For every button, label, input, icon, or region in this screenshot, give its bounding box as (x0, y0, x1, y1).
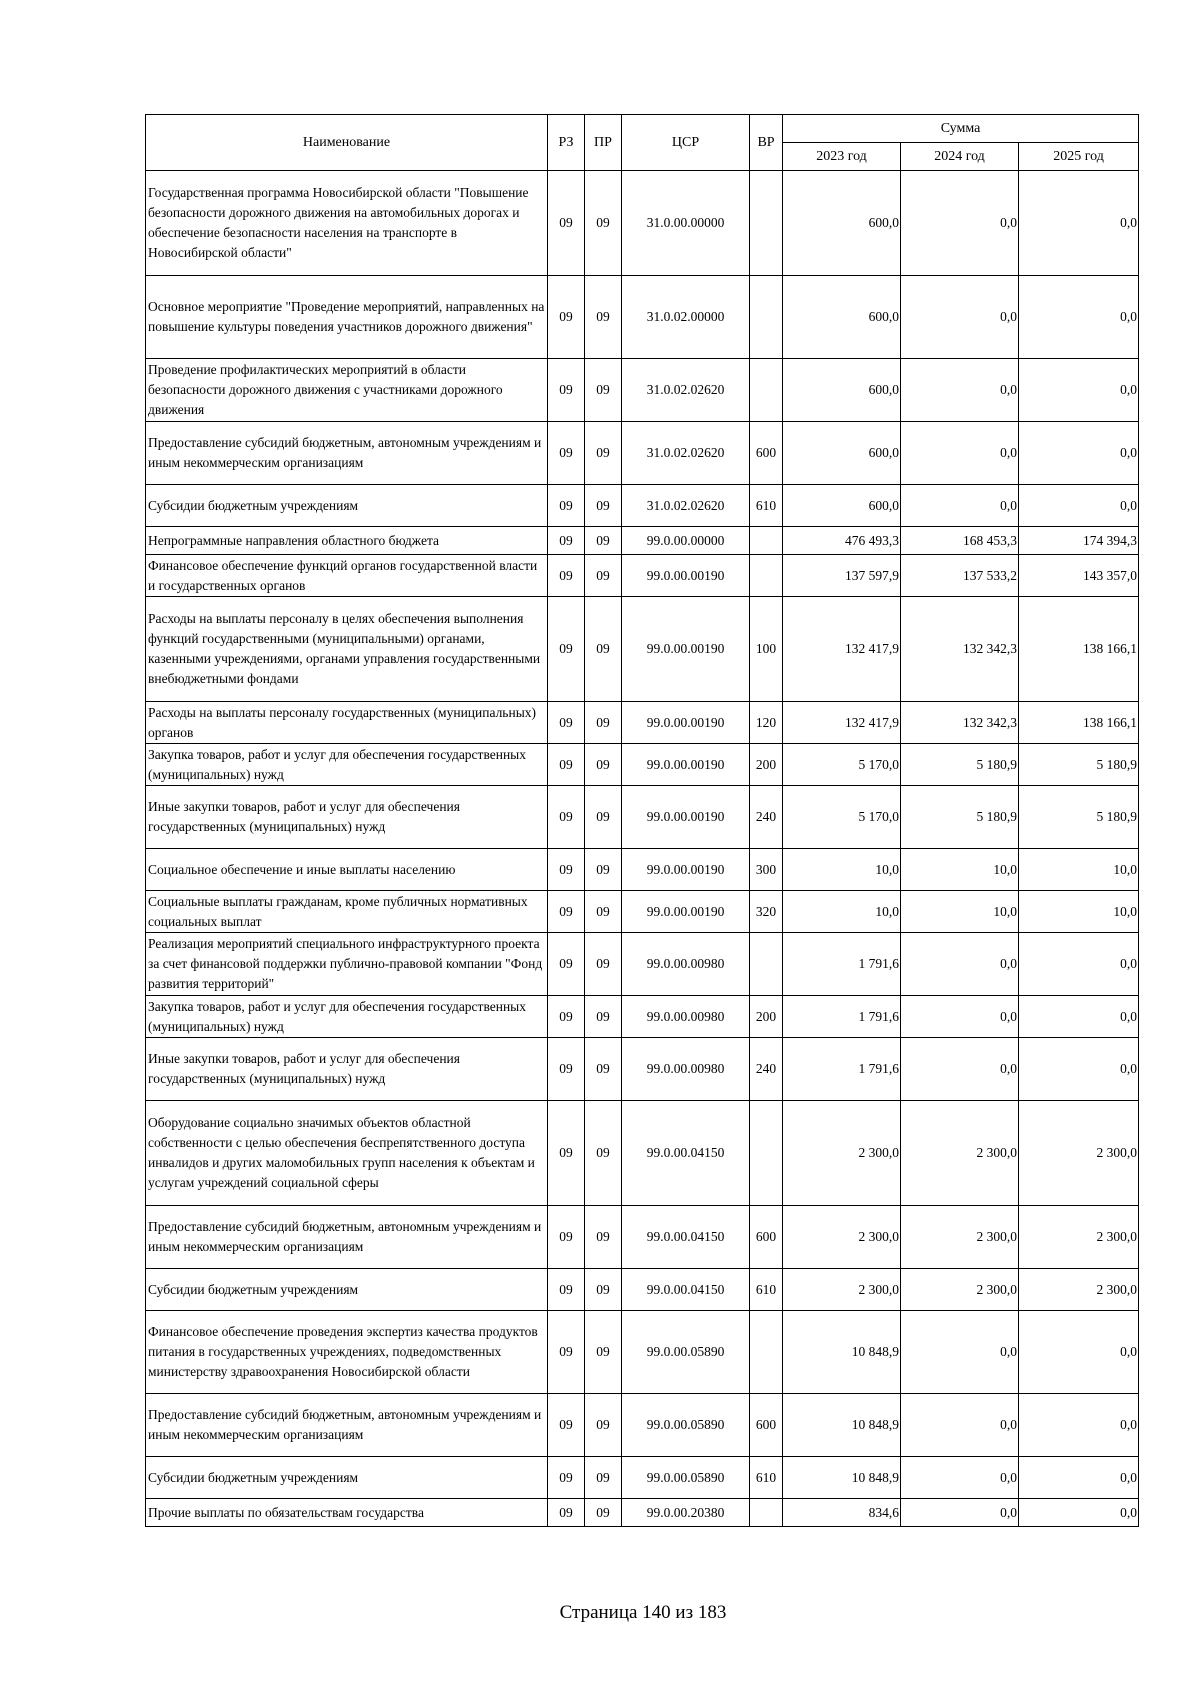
row-vr-cell (750, 1499, 783, 1527)
row-2023-cell: 600,0 (783, 359, 901, 422)
table-row (146, 891, 1139, 933)
row-rz-cell: 09 (548, 422, 585, 485)
row-2023-cell: 137 597,9 (783, 555, 901, 597)
row-rz-cell: 09 (548, 702, 585, 744)
row-rz-cell: 09 (548, 1499, 585, 1527)
row-2023-cell: 10,0 (783, 849, 901, 891)
row-2025-cell: 174 394,3 (1019, 527, 1139, 555)
row-name-cell: Предоставление субсидий бюджетным, автономным учреждениям и иным некоммерческим организациям (146, 1394, 548, 1457)
row-pr-cell: 09 (585, 1394, 622, 1457)
row-name-cell: Прочие выплаты по обязательствам государства (146, 1499, 548, 1527)
row-name-cell: Непрограммные направления областного бюджета (146, 527, 548, 555)
row-2025-cell: 10,0 (1019, 891, 1139, 933)
table-row (146, 597, 1139, 702)
row-name-cell: Основное мероприятие "Проведение мероприятий, направленных на повышение культуры поведения участников дорожного движения" (146, 276, 548, 359)
row-csr-cell: 99.0.00.00190 (622, 849, 750, 891)
table-row (146, 1206, 1139, 1269)
row-2024-cell: 10,0 (901, 891, 1019, 933)
row-rz-cell: 09 (548, 555, 585, 597)
row-pr-cell: 09 (585, 597, 622, 702)
table-row (146, 849, 1139, 891)
row-2025-cell: 2 300,0 (1019, 1269, 1139, 1311)
row-name-cell: Закупка товаров, работ и услуг для обеспечения государственных (муниципальных) нужд (146, 996, 548, 1038)
row-rz-cell: 09 (548, 359, 585, 422)
table-body (146, 171, 1139, 1527)
row-vr-cell: 600 (750, 422, 783, 485)
row-2024-cell: 0,0 (901, 996, 1019, 1038)
row-2024-cell: 0,0 (901, 359, 1019, 422)
row-rz-cell: 09 (548, 527, 585, 555)
row-pr-cell: 09 (585, 422, 622, 485)
row-2025-cell: 5 180,9 (1019, 786, 1139, 849)
row-2024-cell: 0,0 (901, 933, 1019, 996)
row-csr-cell: 99.0.00.04150 (622, 1101, 750, 1206)
row-csr-cell: 31.0.02.02620 (622, 485, 750, 527)
row-2025-cell: 0,0 (1019, 422, 1139, 485)
row-2025-cell: 138 166,1 (1019, 702, 1139, 744)
row-pr-cell: 09 (585, 1499, 622, 1527)
row-name-cell: Финансовое обеспечение функций органов государственной власти и государственных органов (146, 555, 548, 597)
row-vr-cell: 300 (750, 849, 783, 891)
row-csr-cell: 99.0.00.00000 (622, 527, 750, 555)
row-rz-cell: 09 (548, 1394, 585, 1457)
table-row (146, 1499, 1139, 1527)
row-2023-cell: 600,0 (783, 276, 901, 359)
row-2023-cell: 10,0 (783, 891, 901, 933)
row-rz-cell: 09 (548, 891, 585, 933)
row-name-cell: Реализация мероприятий специального инфраструктурного проекта за счет финансовой поддержки публично-правовой компании "Фонд развития территорий" (146, 933, 548, 996)
row-2025-cell: 0,0 (1019, 1311, 1139, 1394)
row-pr-cell: 09 (585, 527, 622, 555)
table-row (146, 1038, 1139, 1101)
row-2025-cell: 2 300,0 (1019, 1206, 1139, 1269)
row-rz-cell: 09 (548, 1206, 585, 1269)
row-2023-cell: 132 417,9 (783, 702, 901, 744)
table-row (146, 422, 1139, 485)
table-row (146, 1394, 1139, 1457)
row-vr-cell: 610 (750, 1457, 783, 1499)
row-2024-cell: 132 342,3 (901, 597, 1019, 702)
row-vr-cell (750, 1101, 783, 1206)
table-row (146, 702, 1139, 744)
row-vr-cell: 240 (750, 786, 783, 849)
row-2024-cell: 10,0 (901, 849, 1019, 891)
row-rz-cell: 09 (548, 996, 585, 1038)
row-rz-cell: 09 (548, 1269, 585, 1311)
table-row (146, 1101, 1139, 1206)
row-csr-cell: 99.0.00.00980 (622, 996, 750, 1038)
row-name-cell: Закупка товаров, работ и услуг для обеспечения государственных (муниципальных) нужд (146, 744, 548, 786)
row-rz-cell: 09 (548, 1311, 585, 1394)
row-csr-cell: 31.0.00.00000 (622, 171, 750, 276)
row-csr-cell: 99.0.00.05890 (622, 1457, 750, 1499)
table-row (146, 171, 1139, 276)
row-2025-cell: 2 300,0 (1019, 1101, 1139, 1206)
row-pr-cell: 09 (585, 996, 622, 1038)
row-rz-cell: 09 (548, 744, 585, 786)
row-2023-cell: 600,0 (783, 171, 901, 276)
row-pr-cell: 09 (585, 702, 622, 744)
row-2024-cell: 132 342,3 (901, 702, 1019, 744)
row-2025-cell: 0,0 (1019, 1457, 1139, 1499)
row-2025-cell: 138 166,1 (1019, 597, 1139, 702)
row-2024-cell: 5 180,9 (901, 744, 1019, 786)
row-rz-cell: 09 (548, 276, 585, 359)
header-rz: РЗ (548, 115, 585, 171)
row-2025-cell: 0,0 (1019, 933, 1139, 996)
row-2024-cell: 168 453,3 (901, 527, 1019, 555)
row-csr-cell: 99.0.00.04150 (622, 1206, 750, 1269)
row-rz-cell: 09 (548, 849, 585, 891)
row-csr-cell: 99.0.00.00980 (622, 1038, 750, 1101)
row-csr-cell: 31.0.02.00000 (622, 276, 750, 359)
row-name-cell: Социальные выплаты гражданам, кроме публичных нормативных социальных выплат (146, 891, 548, 933)
table-row (146, 933, 1139, 996)
row-vr-cell (750, 555, 783, 597)
header-name: Наименование (146, 115, 548, 171)
row-rz-cell: 09 (548, 1038, 585, 1101)
row-vr-cell: 610 (750, 485, 783, 527)
header-csr: ЦСР (622, 115, 750, 171)
row-2025-cell: 143 357,0 (1019, 555, 1139, 597)
table-row (146, 1311, 1139, 1394)
row-pr-cell: 09 (585, 1206, 622, 1269)
row-pr-cell: 09 (585, 1269, 622, 1311)
row-pr-cell: 09 (585, 555, 622, 597)
table-row (146, 1269, 1139, 1311)
row-vr-cell: 600 (750, 1206, 783, 1269)
row-name-cell: Иные закупки товаров, работ и услуг для обеспечения государственных (муниципальных) нужд (146, 1038, 548, 1101)
row-2024-cell: 0,0 (901, 276, 1019, 359)
row-2024-cell: 0,0 (901, 1457, 1019, 1499)
row-2023-cell: 132 417,9 (783, 597, 901, 702)
header-sum: Сумма (783, 115, 1139, 143)
row-vr-cell: 200 (750, 996, 783, 1038)
row-pr-cell: 09 (585, 891, 622, 933)
row-2025-cell: 0,0 (1019, 171, 1139, 276)
row-2025-cell: 0,0 (1019, 1394, 1139, 1457)
row-pr-cell: 09 (585, 1311, 622, 1394)
row-name-cell: Финансовое обеспечение проведения экспертиз качества продуктов питания в государственных учреждениях, подведомственных министерству здравоохранения Новосибирской области (146, 1311, 548, 1394)
row-2025-cell: 0,0 (1019, 996, 1139, 1038)
row-2024-cell: 137 533,2 (901, 555, 1019, 597)
row-2025-cell: 0,0 (1019, 276, 1139, 359)
row-pr-cell: 09 (585, 1457, 622, 1499)
row-name-cell: Субсидии бюджетным учреждениям (146, 485, 548, 527)
row-2023-cell: 600,0 (783, 422, 901, 485)
table-row (146, 527, 1139, 555)
row-rz-cell: 09 (548, 1101, 585, 1206)
row-csr-cell: 99.0.00.00980 (622, 933, 750, 996)
row-2023-cell: 600,0 (783, 485, 901, 527)
table-row (146, 1457, 1139, 1499)
row-2023-cell: 5 170,0 (783, 786, 901, 849)
table-row (146, 786, 1139, 849)
row-csr-cell: 99.0.00.00190 (622, 786, 750, 849)
row-rz-cell: 09 (548, 786, 585, 849)
row-2023-cell: 2 300,0 (783, 1269, 901, 1311)
row-2023-cell: 10 848,9 (783, 1394, 901, 1457)
row-2024-cell: 0,0 (901, 1038, 1019, 1101)
row-2025-cell: 0,0 (1019, 359, 1139, 422)
row-name-cell: Предоставление субсидий бюджетным, автономным учреждениям и иным некоммерческим организациям (146, 1206, 548, 1269)
row-2025-cell: 0,0 (1019, 1038, 1139, 1101)
row-vr-cell (750, 276, 783, 359)
row-pr-cell: 09 (585, 276, 622, 359)
table-row (146, 276, 1139, 359)
row-name-cell: Расходы на выплаты персоналу государственных (муниципальных) органов (146, 702, 548, 744)
row-2023-cell: 1 791,6 (783, 996, 901, 1038)
row-2024-cell: 0,0 (901, 1499, 1019, 1527)
row-name-cell: Субсидии бюджетным учреждениям (146, 1457, 548, 1499)
row-2024-cell: 0,0 (901, 1311, 1019, 1394)
row-2025-cell: 10,0 (1019, 849, 1139, 891)
table-row (146, 744, 1139, 786)
row-2025-cell: 0,0 (1019, 1499, 1139, 1527)
row-vr-cell (750, 359, 783, 422)
row-csr-cell: 99.0.00.00190 (622, 891, 750, 933)
row-name-cell: Государственная программа Новосибирской области "Повышение безопасности дорожного движения на автомобильных дорогах и обеспечение безопасности населения на транспорте в Новосибирской области" (146, 171, 548, 276)
page-number: Страница 140 из 183 (559, 1602, 727, 1623)
row-2024-cell: 2 300,0 (901, 1269, 1019, 1311)
row-csr-cell: 31.0.02.02620 (622, 422, 750, 485)
row-name-cell: Предоставление субсидий бюджетным, автономным учреждениям и иным некоммерческим организациям (146, 422, 548, 485)
row-vr-cell: 610 (750, 1269, 783, 1311)
row-name-cell: Оборудование социально значимых объектов областной собственности с целью обеспечения беспрепятственного доступа инвалидов и других маломобильных групп населения к объектам и услугам учреждений социальной сферы (146, 1101, 548, 1206)
row-pr-cell: 09 (585, 485, 622, 527)
row-pr-cell: 09 (585, 1101, 622, 1206)
row-vr-cell (750, 527, 783, 555)
row-2024-cell: 0,0 (901, 485, 1019, 527)
row-vr-cell: 200 (750, 744, 783, 786)
row-pr-cell: 09 (585, 171, 622, 276)
table-row (146, 996, 1139, 1038)
row-csr-cell: 31.0.02.02620 (622, 359, 750, 422)
table-row (146, 485, 1139, 527)
row-csr-cell: 99.0.00.04150 (622, 1269, 750, 1311)
row-2023-cell: 1 791,6 (783, 1038, 901, 1101)
row-2024-cell: 2 300,0 (901, 1206, 1019, 1269)
row-2023-cell: 476 493,3 (783, 527, 901, 555)
row-vr-cell (750, 171, 783, 276)
row-rz-cell: 09 (548, 1457, 585, 1499)
header-year-2025: 2025 год (1019, 143, 1139, 171)
row-vr-cell: 600 (750, 1394, 783, 1457)
row-2024-cell: 0,0 (901, 1394, 1019, 1457)
row-csr-cell: 99.0.00.00190 (622, 597, 750, 702)
row-pr-cell: 09 (585, 933, 622, 996)
row-pr-cell: 09 (585, 1038, 622, 1101)
row-csr-cell: 99.0.00.00190 (622, 744, 750, 786)
table-row (146, 359, 1139, 422)
header-year-2023: 2023 год (783, 143, 901, 171)
row-2025-cell: 0,0 (1019, 485, 1139, 527)
row-name-cell: Иные закупки товаров, работ и услуг для обеспечения государственных (муниципальных) нужд (146, 786, 548, 849)
row-rz-cell: 09 (548, 171, 585, 276)
row-2024-cell: 0,0 (901, 171, 1019, 276)
row-csr-cell: 99.0.00.20380 (622, 1499, 750, 1527)
row-pr-cell: 09 (585, 359, 622, 422)
row-csr-cell: 99.0.00.05890 (622, 1394, 750, 1457)
row-2023-cell: 2 300,0 (783, 1206, 901, 1269)
row-name-cell: Социальное обеспечение и иные выплаты населению (146, 849, 548, 891)
row-2023-cell: 834,6 (783, 1499, 901, 1527)
row-vr-cell: 100 (750, 597, 783, 702)
row-csr-cell: 99.0.00.00190 (622, 555, 750, 597)
row-2024-cell: 0,0 (901, 422, 1019, 485)
row-2024-cell: 5 180,9 (901, 786, 1019, 849)
row-rz-cell: 09 (548, 485, 585, 527)
row-vr-cell: 320 (750, 891, 783, 933)
row-pr-cell: 09 (585, 786, 622, 849)
row-rz-cell: 09 (548, 933, 585, 996)
header-vr: ВР (750, 115, 783, 171)
row-pr-cell: 09 (585, 849, 622, 891)
row-2023-cell: 10 848,9 (783, 1457, 901, 1499)
table-row (146, 555, 1139, 597)
row-vr-cell: 240 (750, 1038, 783, 1101)
row-name-cell: Расходы на выплаты персоналу в целях обеспечения выполнения функций государственными (муниципальными) органами, казенными учреждениями, органами управления государственными внебюджетными фондами (146, 597, 548, 702)
row-vr-cell (750, 1311, 783, 1394)
row-rz-cell: 09 (548, 597, 585, 702)
row-vr-cell: 120 (750, 702, 783, 744)
row-name-cell: Проведение профилактических мероприятий в области безопасности дорожного движения с участниками дорожного движения (146, 359, 548, 422)
row-2023-cell: 1 791,6 (783, 933, 901, 996)
row-2025-cell: 5 180,9 (1019, 744, 1139, 786)
budget-table (145, 114, 1139, 1527)
header-pr: ПР (585, 115, 622, 171)
row-2023-cell: 10 848,9 (783, 1311, 901, 1394)
row-2024-cell: 2 300,0 (901, 1101, 1019, 1206)
row-vr-cell (750, 933, 783, 996)
header-year-2024: 2024 год (901, 143, 1019, 171)
row-pr-cell: 09 (585, 744, 622, 786)
row-2023-cell: 5 170,0 (783, 744, 901, 786)
row-csr-cell: 99.0.00.05890 (622, 1311, 750, 1394)
row-csr-cell: 99.0.00.00190 (622, 702, 750, 744)
row-2023-cell: 2 300,0 (783, 1101, 901, 1206)
row-name-cell: Субсидии бюджетным учреждениям (146, 1269, 548, 1311)
